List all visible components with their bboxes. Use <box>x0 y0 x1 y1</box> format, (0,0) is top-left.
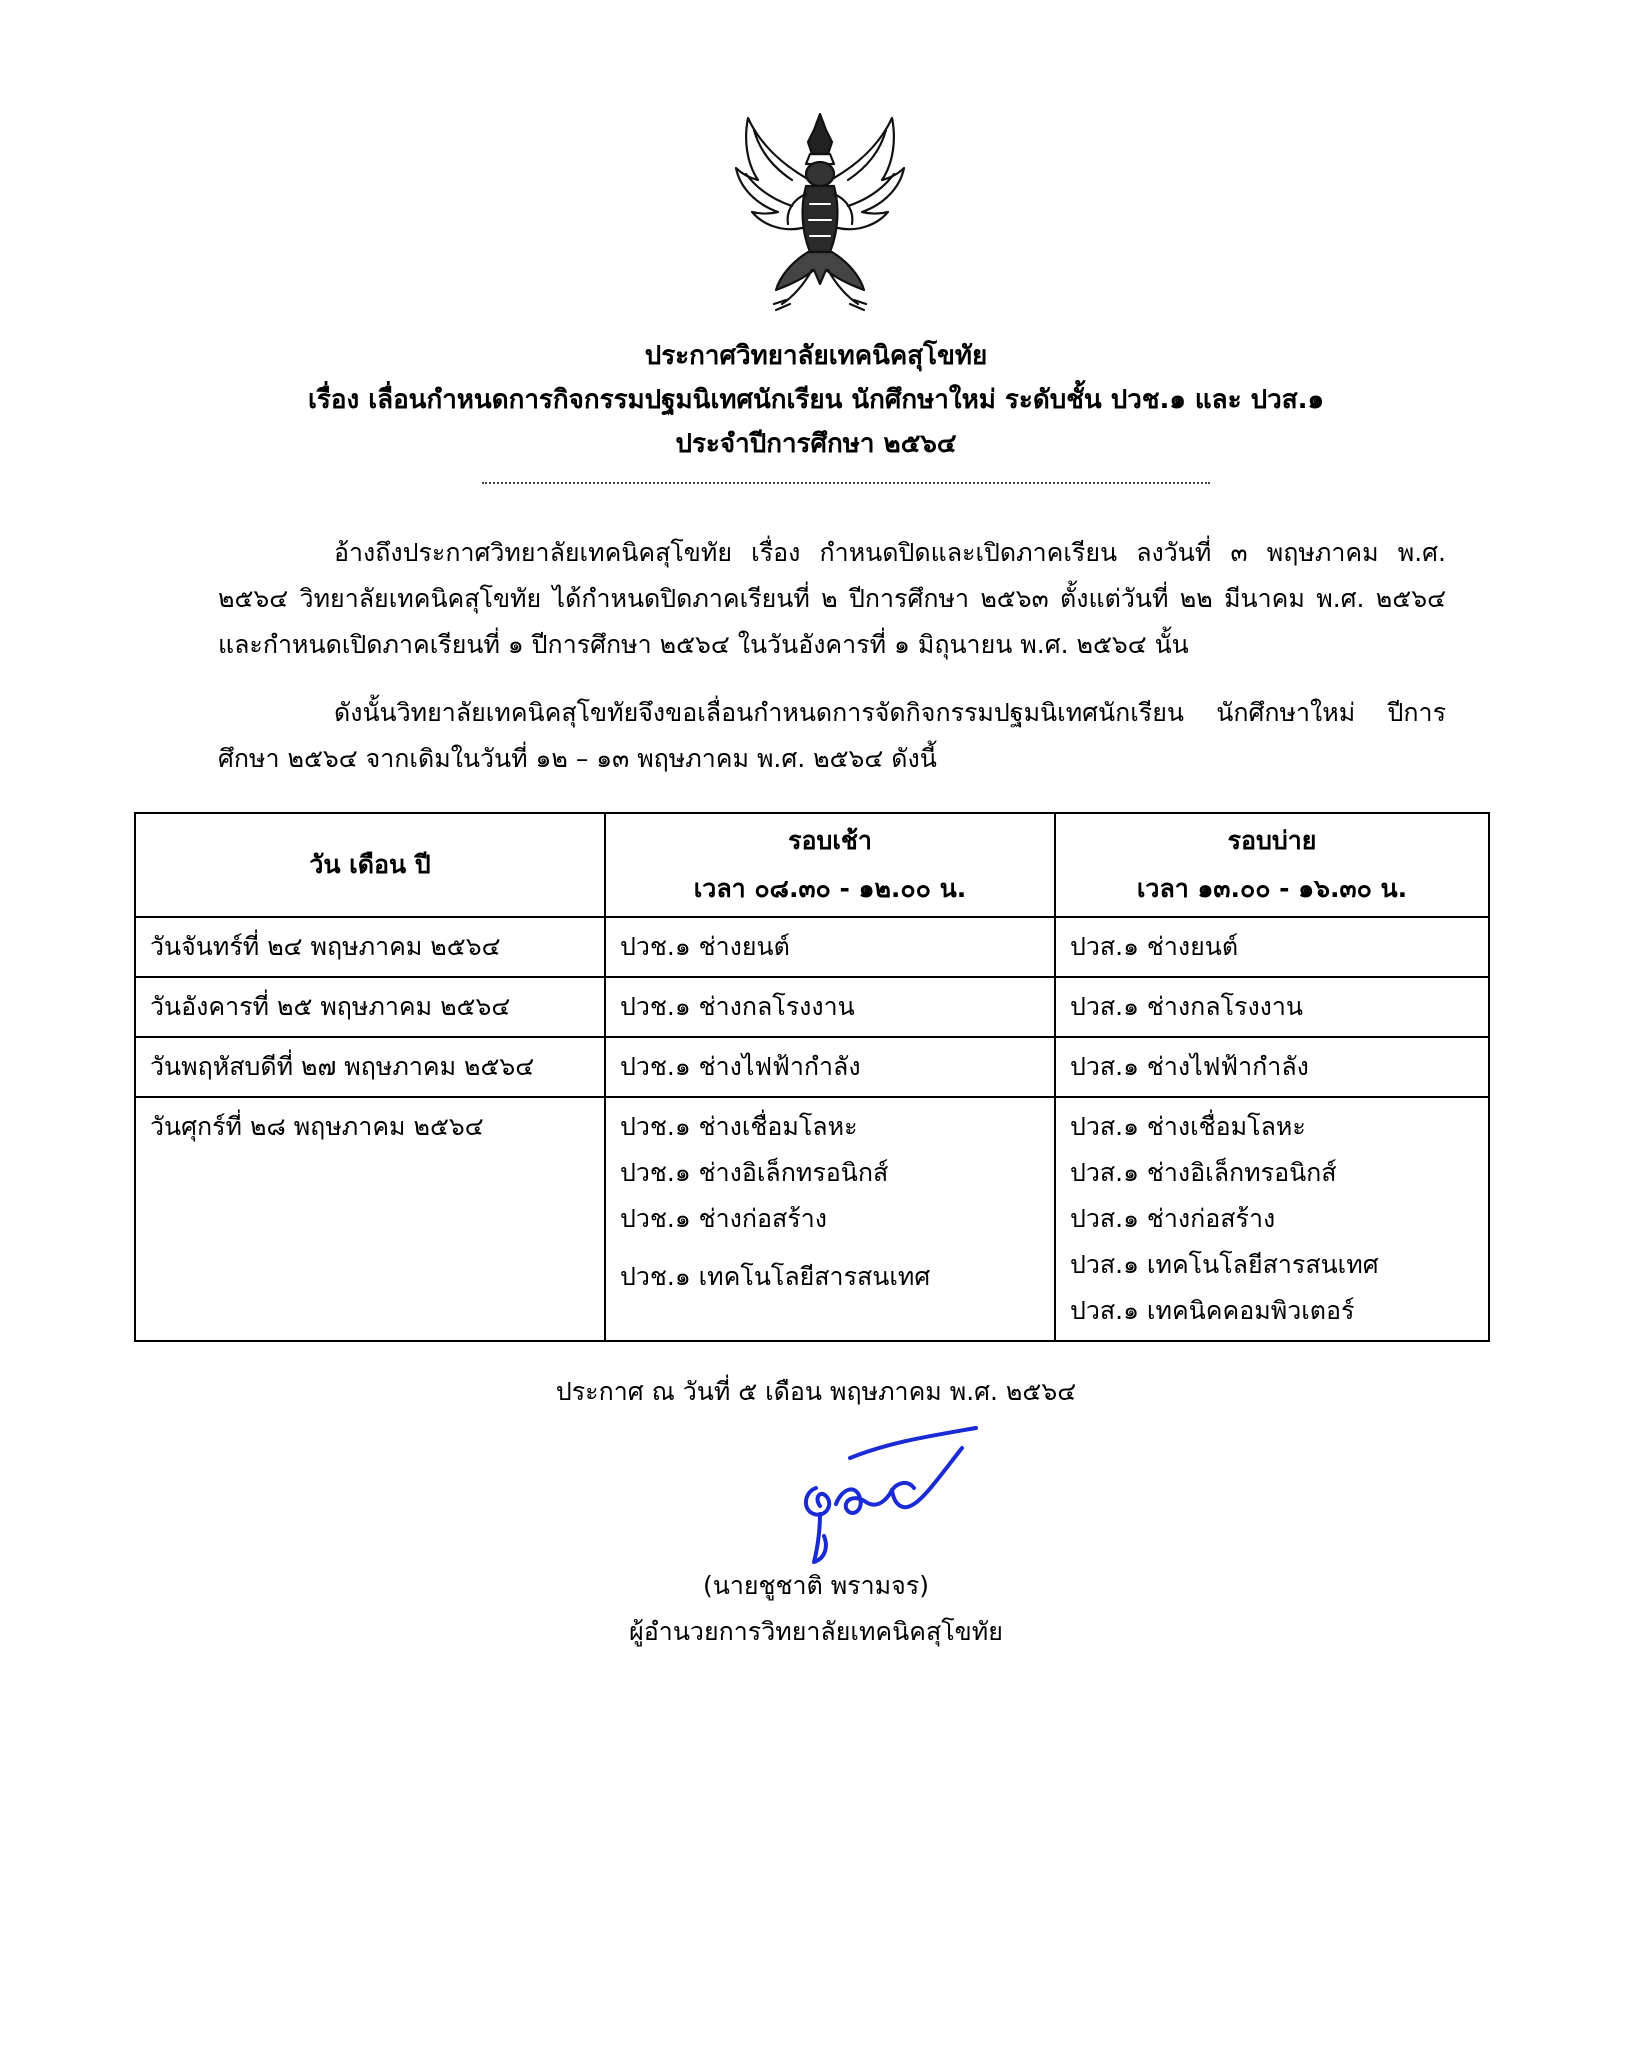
morning-entry: ปวช.๑ ช่างก่อสร้าง <box>620 1204 827 1233</box>
morning-entry: ปวช.๑ เทคโนโลยีสารสนเทศ <box>620 1262 931 1291</box>
handwritten-signature-icon <box>780 1418 980 1568</box>
garuda-emblem-icon <box>730 108 910 318</box>
signer-position: ผู้อำนวยการวิทยาลัยเทคนิคสุโขทัย <box>629 1617 1003 1646</box>
header-morning-label: รอบเช้า <box>788 826 872 855</box>
dotted-divider <box>482 482 1210 484</box>
header-date-label: วัน เดือน ปี <box>309 850 431 879</box>
afternoon-entry: ปวส.๑ ช่างยนต์ <box>1070 932 1239 961</box>
header-morning-time: เวลา ๐๘.๓๐ - ๑๒.๐๐ น. <box>693 874 967 903</box>
table-row <box>135 1097 1489 1341</box>
row-afternoon <box>1055 977 1489 1037</box>
row-date: วันจันทร์ที่ ๒๔ พฤษภาคม ๒๕๖๔ <box>135 917 605 977</box>
table-row <box>135 1037 1489 1097</box>
row-morning <box>605 1037 1055 1097</box>
header-morning <box>605 813 1055 917</box>
title-line-2: เรื่อง เลื่อนกำหนดการกิจกรรมปฐมนิเทศนักเรียน นักศึกษาใหม่ ระดับชั้น ปวช.๑ และ ปวส.๑ <box>308 385 1324 415</box>
title-line-1: ประกาศวิทยาลัยเทคนิคสุโขทัย <box>644 341 988 371</box>
morning-entry: ปวช.๑ ช่างไฟฟ้ากำลัง <box>620 1052 861 1081</box>
title-line-3: ประจำปีการศึกษา ๒๕๖๔ <box>675 429 957 459</box>
row-morning <box>605 977 1055 1037</box>
table-row <box>135 977 1489 1037</box>
afternoon-entry: ปวส.๑ ช่างอิเล็กทรอนิกส์ <box>1070 1158 1337 1187</box>
table-row <box>135 917 1489 977</box>
row-date: วันอังคารที่ ๒๕ พฤษภาคม ๒๕๖๔ <box>135 977 605 1037</box>
row-date: วันศุกร์ที่ ๒๘ พฤษภาคม ๒๕๖๔ <box>135 1097 605 1341</box>
afternoon-entry: ปวส.๑ เทคโนโลยีสารสนเทศ <box>1070 1250 1379 1279</box>
row-afternoon <box>1055 1037 1489 1097</box>
row-morning <box>605 917 1055 977</box>
signer-name: (นายชูชาติ พรามจร) <box>703 1571 929 1600</box>
announcement-date: ประกาศ ณ วันที่ ๕ เดือน พฤษภาคม พ.ศ. ๒๕๖๔ <box>555 1377 1077 1406</box>
afternoon-entry: ปวส.๑ ช่างไฟฟ้ากำลัง <box>1070 1052 1309 1081</box>
schedule-table <box>134 812 1490 1342</box>
body-paragraph-1: อ้างถึงประกาศวิทยาลัยเทคนิคสุโขทัย เรื่อง กำหนดปิดและเปิดภาคเรียน ลงวันที่ ๓ พฤษภาคม พ.ศ. ๒๕๖๔ วิทยาลัยเทคนิคสุโขทัย ได้กำหนดปิดภาคเรียนที่ ๒ ปีการศึกษา ๒๕๖๓ ตั้งแต่วันที่ ๒๒ มีนาคม พ.ศ. ๒๕๖๔ และกำหนดเปิดภาคเรียนที่ ๑ ปีการศึกษา ๒๕๖๔ ในวันอังคารที่ ๑ มิถุนายน พ.ศ. ๒๕๖๔ นั้น <box>218 538 1446 659</box>
header-afternoon-label: รอบบ่าย <box>1227 826 1317 855</box>
morning-entry: ปวช.๑ ช่างยนต์ <box>620 932 790 961</box>
header-afternoon-time: เวลา ๑๓.๐๐ - ๑๖.๓๐ น. <box>1136 874 1408 903</box>
morning-entry: ปวช.๑ ช่างอิเล็กทรอนิกส์ <box>620 1158 889 1187</box>
afternoon-entry: ปวส.๑ ช่างก่อสร้าง <box>1070 1204 1276 1233</box>
announcement-title <box>0 334 1632 466</box>
header-afternoon <box>1055 813 1489 917</box>
body-paragraph-2: ดังนั้นวิทยาลัยเทคนิคสุโขทัยจึงขอเลื่อนกำหนดการจัดกิจกรรมปฐมนิเทศนักเรียน นักศึกษาใหม่ ปีการศึกษา ๒๕๖๔ จากเดิมในวันที่ ๑๒ – ๑๓ พฤษภาคม พ.ศ. ๒๕๖๔ ดังนี้ <box>218 698 1446 773</box>
row-afternoon <box>1055 1097 1489 1341</box>
table-header-row <box>135 813 1489 917</box>
afternoon-entry: ปวส.๑ ช่างเชื่อมโลหะ <box>1070 1112 1306 1141</box>
header-date <box>135 813 605 917</box>
morning-entry: ปวช.๑ ช่างกลโรงงาน <box>620 992 855 1021</box>
row-morning <box>605 1097 1055 1341</box>
row-afternoon <box>1055 917 1489 977</box>
afternoon-entry: ปวส.๑ ช่างกลโรงงาน <box>1070 992 1303 1021</box>
morning-entry: ปวช.๑ ช่างเชื่อมโลหะ <box>620 1112 858 1141</box>
afternoon-entry: ปวส.๑ เทคนิคคอมพิวเตอร์ <box>1070 1296 1355 1325</box>
row-date: วันพฤหัสบดีที่ ๒๗ พฤษภาคม ๒๕๖๔ <box>135 1037 605 1097</box>
